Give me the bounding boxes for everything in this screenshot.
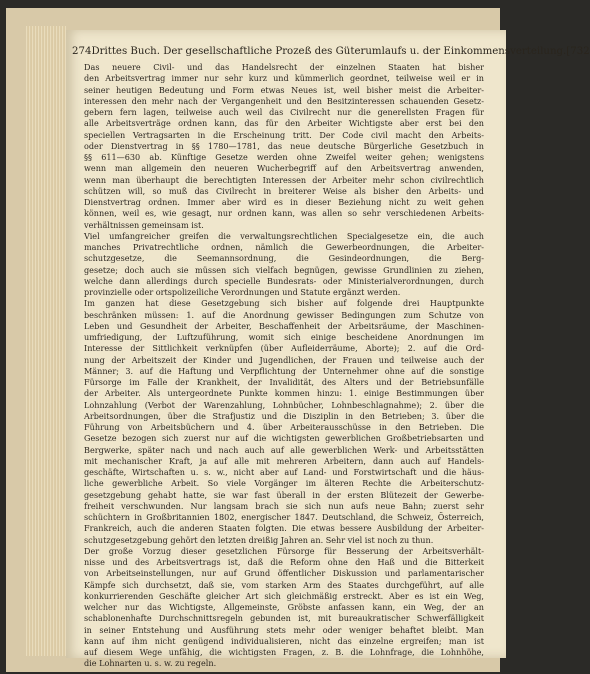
text-line: oder Dienstvertrag in §§ 1780—1781, das neue deutsche Bürgerliche Gesetzbuch in xyxy=(84,140,484,151)
text-line: gesetzgebung gehabt hatte, sie war fast überall in der ersten Blütezeit der Gewerbe- xyxy=(84,489,484,500)
text-line: konkurrierenden Geschäfte gleicher Art sich gleichmäßig erstreckt. Aber es ist ein Weg, xyxy=(84,590,484,601)
text-line: schutzgesetze, die Seemannsordnung, die Gesindeordnungen, die Berg- xyxy=(84,253,484,264)
text-line: welcher nur das Wichtigste, Allgemeinste, Gröbste anfassen kann, ein Weg, der an xyxy=(84,602,484,612)
text-line: geschäfte, Wirtschaften u. s. w., nicht aber auf Land- und Forstwirtschaft und die häus- xyxy=(84,467,484,477)
text-line: Lohnzahlung (Verbot der Warenzahlung, Lohnbücher, Lohnbeschlagnahme); 2. über die xyxy=(84,399,484,410)
text-line: kann auf ihm nicht genügend individualisieren, nicht das einzelne ergreifen; man ist xyxy=(84,635,484,646)
paragraph xyxy=(72,546,484,670)
text-line: in seiner Entstehung und Ausführung stets mehr oder weniger behaftet bleibt. Man xyxy=(84,624,484,635)
text-line: Kämpfe sich durchsetzt, daß sie, vom starken Arm des Staates durchgeführt, auf alle xyxy=(84,579,484,590)
text-line: Führung von Arbeitsbüchern und 4. über Arbeiterausschüsse in den Betrieben. Die xyxy=(84,422,484,432)
paragraph xyxy=(72,62,484,231)
text-line: verhältnissen gemeinsam ist. xyxy=(84,219,204,230)
text-line: können, weil es, wie gesagt, nur ordnen kann, was allen so sehr verschiedenen Arbeits- xyxy=(84,208,484,219)
text-line: von Arbeitseinstellungen, nur auf Grund öffentlicher Diskussion und parlamentarischer xyxy=(84,568,484,579)
text-line: freiheit verschwunden. Nur langsam brach sie sich nun aufs neue Bahn; zuerst sehr xyxy=(84,500,484,511)
text-line: Der große Vorzug dieser gesetzlichen Fürsorge für Besserung der Arbeitsverhält- xyxy=(84,545,484,556)
text-line: Viel umfangreicher greifen die verwaltungsrechtlichen Specialgesetze ein, die auch xyxy=(84,230,484,241)
body-text xyxy=(72,62,484,670)
text-line: Das neuere Civil- und das Handelsrecht der einzelnen Staaten hat bisher xyxy=(84,62,484,72)
text-line: den Arbeitsvertrag immer nur sehr kurz und kümmerlich geordnet, teilweise weil er in xyxy=(84,73,484,84)
text-line: interessen den mehr nach der Vergangenheit und den Besitzinteressen schauenden Gesetz- xyxy=(84,95,484,106)
page-edges xyxy=(26,26,66,656)
text-line: welche dann allerdings durch specielle Bundesrats- oder Ministerialverordnungen, durch xyxy=(84,275,484,286)
text-line: Männer; 3. auf die Haftung und Verpflichtung der Unternehmer ohne auf die sonstige xyxy=(84,365,484,376)
running-head xyxy=(72,46,590,57)
section-marker: [732 xyxy=(566,46,590,57)
text-line: Bergwerke, später nach und nach auch auf alle gewerblichen Werk- und Arbeitsstätten xyxy=(84,444,484,455)
text-line: speciellen Vertragsarten in die Erscheinung tritt. Der Code civil macht den Arbeits- xyxy=(84,129,484,140)
text-line: mit mechanischer Kraft, ja auf alle mit mehreren Arbeitern, dann auch auf Handels- xyxy=(84,455,484,466)
text-line: manches Privatrechtliche ordnen, nämlich die Gewerbeordnungen, die Arbeiter- xyxy=(84,242,484,252)
text-line: umfriedigung, der Luftzuführung, womit sich einige bescheidene Anordnungen im xyxy=(84,332,484,342)
paragraph xyxy=(72,298,484,546)
text-line: nung der Arbeitszeit der Kinder und Jugendlichen, der Frauen und teilweise auch der xyxy=(84,354,484,365)
text-line: wenn man allgemein den neueren Wucherbegriff auf den Arbeitsvertrag anwenden, xyxy=(84,163,484,174)
text-line: seiner heutigen Bedeutung und Form etwas Neues ist, weil bisher meist die Arbeiter- xyxy=(84,84,484,95)
running-title: Drittes Buch. Der gesellschaftliche Prozeß des Güterumlaufs u. der Einkommensverteilung. xyxy=(91,46,567,57)
text-line: Fürsorge im Falle der Krankheit, der Invalidität, des Alters und der Betriebsunfälle xyxy=(84,377,484,387)
text-line: Frankreich, auch die anderen Staaten folgten. Die etwas bessere Ausbildung der Arbeiter- xyxy=(84,523,484,534)
text-line: nisse und des Arbeitsvertrags ist, daß die Reform ohne den Haß und die Bitterkeit xyxy=(84,557,484,567)
text-line: beschränken müssen: 1. auf die Anordnung gewisser Bedingungen zum Schutze von xyxy=(84,309,484,320)
text-line: Gesetze bezogen sich zuerst nur auf die wichtigsten gewerblichen Großbetriebsarten und xyxy=(84,433,484,444)
text-line: wenn man überhaupt die berechtigten Interessen der Arbeiter mehr schon civilrechtlich xyxy=(84,174,484,185)
text-line: Arbeitsordnungen, über die Strafjustiz und die Disziplin in den Betrieben; 3. über die xyxy=(84,410,484,421)
text-line: der Arbeiter. Als untergeordnete Punkte kommen hinzu: 1. einige Bestimmungen über xyxy=(84,388,484,399)
text-line: auf diesem Wege unfähig, die wichtigsten Fragen, z. B. die Lohnfrage, die Lohnhöhe, xyxy=(84,647,484,657)
text-line: Interesse der Sittlichkeit verknüpfen (über Aufleiderräume, Aborte); 2. auf die Ord- xyxy=(84,343,484,354)
text-line: Dienstvertrag ordnen. Immer aber wird es in dieser Beziehung nicht zu weit gehen xyxy=(84,197,484,207)
text-line: liche gewerbliche Arbeit. So viele Vorgänger im älteren Rechte die Arbeiterschutz- xyxy=(84,478,484,489)
text-line: alle Arbeitsverträge ordnen kann, das für den Arbeiter Wichtigste aber erst bei den xyxy=(84,118,484,129)
text-line: schablonenhafte Durchschnittsregeln gebunden ist, mit bureaukratischer Schwerfälligkeit xyxy=(84,613,484,624)
text-line: §§ 611—630 ab. Künftige Gesetze werden ohne Zweifel weiter gehen; wenigstens xyxy=(84,152,484,162)
paragraph xyxy=(72,231,484,299)
text-line: Im ganzen hat diese Gesetzgebung sich bisher auf folgende drei Hauptpunkte xyxy=(84,298,484,309)
text-line: provinzielle oder ortspolizeiliche Verordnungen und Statute ergänzt werden. xyxy=(84,287,401,297)
page-number: 274 xyxy=(72,46,92,57)
text-line: die Lohnarten u. s. w. zu regeln. xyxy=(84,658,217,669)
text-line: schutzgesetzgebung gehört den letzten dreißig Jahren an. Sehr viel ist noch zu thun. xyxy=(84,534,434,545)
text-line: schützen will, so muß das Civilrecht in breiterer Weise als bisher den Arbeits- und xyxy=(84,185,484,196)
text-line: Leben und Gesundheit der Arbeiter, Beschaffenheit der Arbeitsräume, der Maschinen- xyxy=(84,320,484,331)
text-line: schüchtern in Großbritannien 1802, energischer 1847. Deutschland, die Schweiz, Österreich, xyxy=(84,512,484,522)
text-line: gesetze; doch auch sie müssen sich vielfach begnügen, gewisse Grundlinien zu ziehen, xyxy=(84,264,484,275)
text-line: gebern fern lagen, teilweise auch weil das Civilrecht nur die generellsten Fragen für xyxy=(84,107,484,117)
